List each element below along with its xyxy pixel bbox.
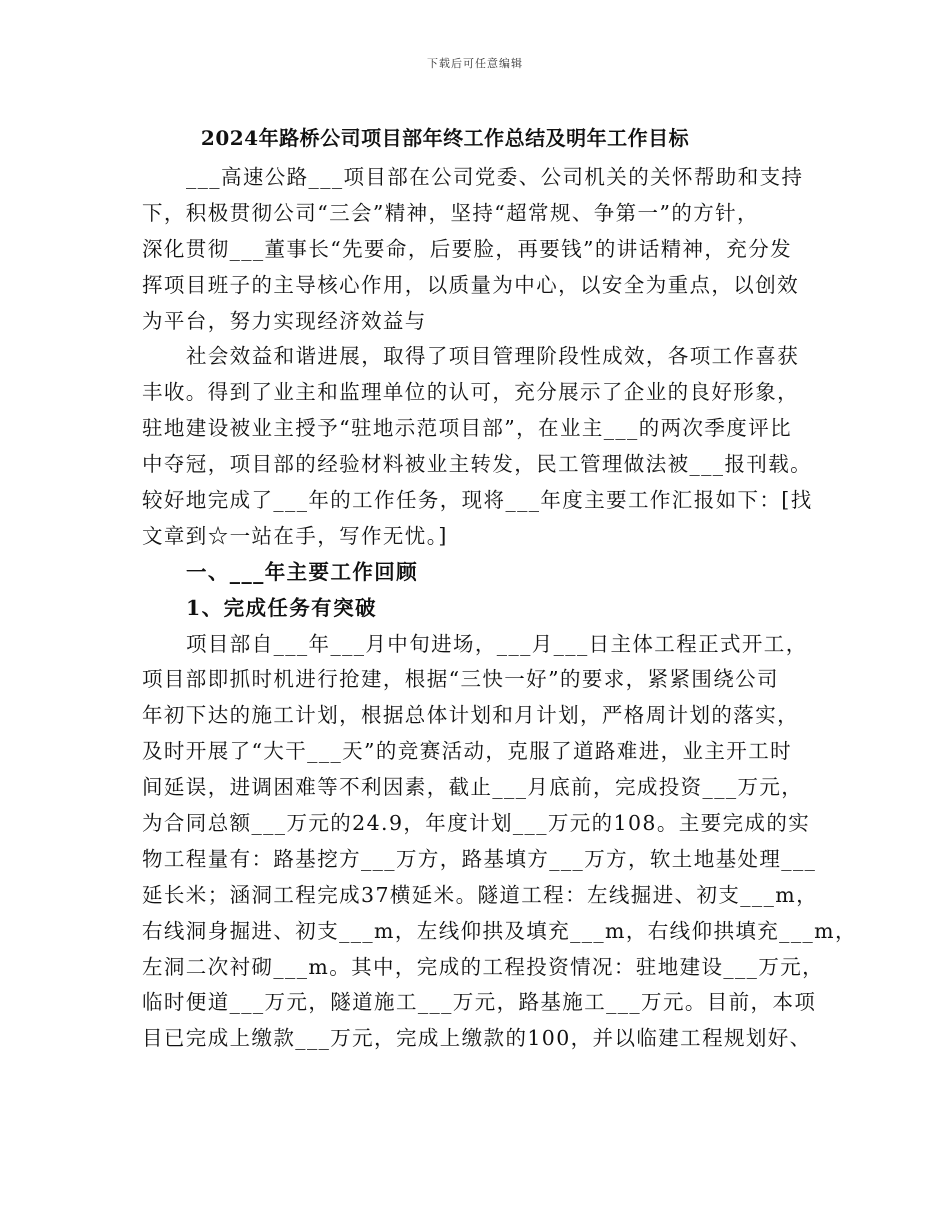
section-heading-line: 1、完成任务有突破 xyxy=(186,595,377,620)
paragraph-line: 右线洞身掘进、初支___m，左线仰拱及填充___m，右线仰拱填充___m， xyxy=(142,918,857,943)
paragraph-line: 下，积极贯彻公司“三会”精神，坚持“超常规、争第一”的方针， xyxy=(142,200,759,225)
paragraph-line: 项目部即抓时机进行抢建，根据“三快一好”的要求，紧紧围绕公司 xyxy=(142,667,779,692)
paragraph-line: 丰收。得到了业主和监理单位的认可，充分展示了企业的良好形象， xyxy=(142,380,799,405)
paragraph-line: 深化贯彻___董事长“先要命，后要脸，再要钱”的讲话精神，充分发 xyxy=(142,236,793,261)
paragraph-line: 中夺冠，项目部的经验材料被业主转发，民工管理做法被___报刊载。 xyxy=(142,452,813,477)
paragraph-line: 间延误，进调困难等不利因素，截止___月底前，完成投资___万元， xyxy=(142,775,804,800)
section-heading-line: 一、___年主要工作回顾 xyxy=(186,559,419,584)
document-title: 2024年路桥公司项目部年终工作总结及明年工作目标 xyxy=(200,126,690,150)
paragraph-line: 驻地建设被业主授予“驻地示范项目部”，在业主___的两次季度评比 xyxy=(142,416,793,441)
paragraph-line: 项目部自___年___月中旬进场，___月___日主体工程正式开工， xyxy=(186,631,808,656)
paragraph-line: 物工程量有：路基挖方___万方，路基填方___万方，软土地基处理___ xyxy=(142,846,817,871)
header-note: 下载后可任意编辑 xyxy=(427,57,523,70)
paragraph-line: 为平台，努力实现经济效益与 xyxy=(142,308,427,333)
paragraph-line: 较好地完成了___年的工作任务，现将___年度主要工作汇报如下：[找 xyxy=(142,488,813,513)
paragraph-line: 目已完成上缴款___万元，完成上缴款的100，并以临建工程规划好、 xyxy=(142,1026,812,1051)
paragraph-line: 延长米；涵洞工程完成37横延米。隧道工程：左线掘进、初支___m， xyxy=(142,882,818,907)
paragraph-line: 左洞二次衬砌___m。其中，完成的工程投资情况：驻地建设___万元， xyxy=(142,954,825,979)
paragraph-line: ___高速公路___项目部在公司党委、公司机关的关怀帮助和支持 xyxy=(186,165,804,189)
paragraph-line: 及时开展了“大干___天”的竞赛活动，克服了道路难进，业主开工时 xyxy=(142,739,793,764)
paragraph-line: 为合同总额___万元的24.9，年度计划___万元的108。主要完成的实 xyxy=(142,811,811,836)
paragraph-line: 社会效益和谐进展，取得了项目管理阶段性成效，各项工作喜获 xyxy=(186,344,800,369)
document-body xyxy=(142,160,857,1057)
paragraph-line: 年初下达的施工计划，根据总体计划和月计划，严格周计划的落实， xyxy=(142,703,799,728)
paragraph-line: 挥项目班子的主导核心作用，以质量为中心，以安全为重点，以创效 xyxy=(142,272,799,297)
paragraph-line: 文章到☆一站在手，写作无忧。] xyxy=(142,523,448,548)
paragraph-line: 临时便道___万元，隧道施工___万元，路基施工___万元。目前，本项 xyxy=(142,990,817,1015)
